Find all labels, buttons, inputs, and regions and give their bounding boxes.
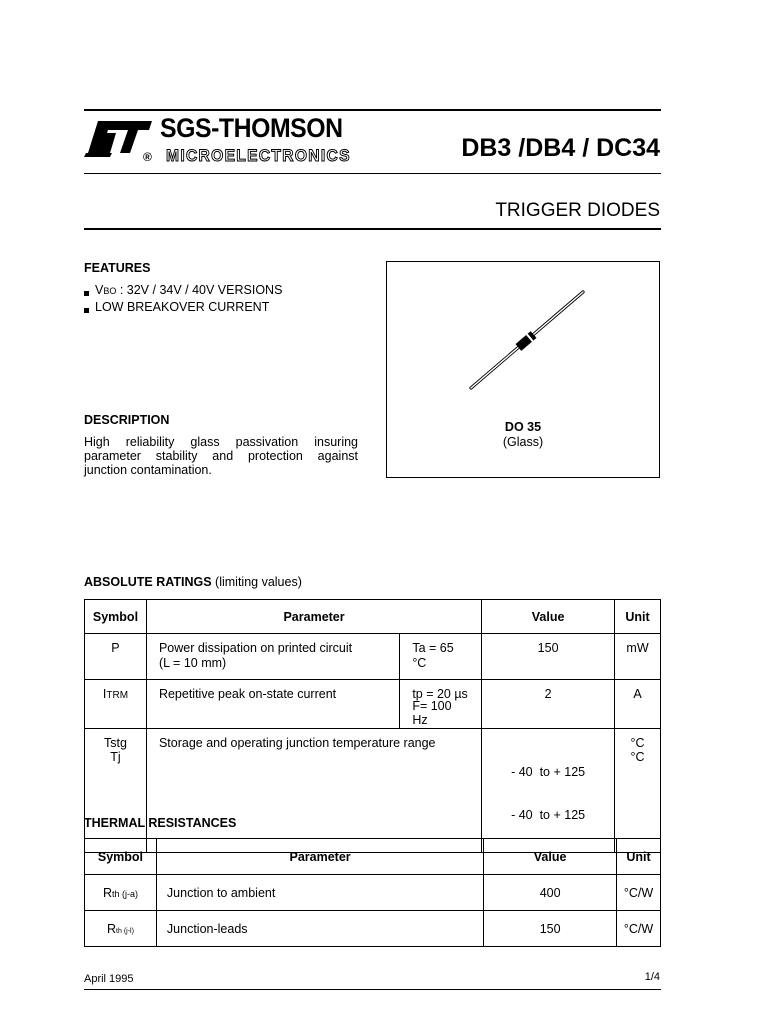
column-header-unit: Unit xyxy=(617,839,661,875)
column-header-unit: Unit xyxy=(615,600,661,634)
part-numbers: DB3 /DB4 / DC34 xyxy=(461,134,660,162)
feature-item: VBO : 32V / 34V / 40V VERSIONS xyxy=(84,283,282,297)
description-title: DESCRIPTION xyxy=(84,413,170,427)
page-number: 1/4 xyxy=(644,971,660,983)
brand-name: SGS-THOMSON xyxy=(160,113,343,143)
diode-package-icon xyxy=(387,262,659,412)
absolute-ratings-title: ABSOLUTE RATINGS (limiting values) xyxy=(84,575,302,589)
table-header-row xyxy=(85,600,661,634)
thermal-resistances-table xyxy=(84,838,661,947)
column-header-symbol: Symbol xyxy=(85,600,147,634)
document-subtitle: TRIGGER DIODES xyxy=(495,200,660,221)
table-row: P Power dissipation on printed circuit (L = 10 mm) Ta = 65 °C 150 mW xyxy=(85,634,661,680)
header-top-rule xyxy=(84,109,661,111)
column-header-symbol: Symbol xyxy=(85,839,157,875)
header-bottom-rule xyxy=(84,228,661,230)
column-header-parameter: Parameter xyxy=(156,839,483,875)
feature-item: LOW BREAKOVER CURRENT xyxy=(84,300,269,314)
absolute-ratings-table xyxy=(84,599,661,853)
table-row: Rth (j-l) Junction-leads 150 °C/W xyxy=(85,911,661,947)
table-header-row xyxy=(85,839,661,875)
registered-mark: ® xyxy=(143,150,152,164)
footer-rule xyxy=(84,989,661,990)
column-header-value: Value xyxy=(482,600,615,634)
package-name: DO 35 xyxy=(504,420,542,434)
brand-division: MICROELECTRONICS xyxy=(166,146,351,165)
footer-date: April 1995 xyxy=(84,973,134,985)
thermal-resistances-title: THERMAL RESISTANCES xyxy=(84,816,237,830)
column-header-parameter: Parameter xyxy=(146,600,481,634)
package-box xyxy=(386,261,660,478)
table-row: Rth (j-a) Junction to ambient 400 °C/W xyxy=(85,875,661,911)
package-material: (Glass) xyxy=(502,435,544,449)
table-row: ITRM Repetitive peak on-state current tp = 20 µs F= 100 Hz 2 A xyxy=(85,680,661,729)
column-header-value: Value xyxy=(484,839,617,875)
header-middle-rule xyxy=(84,173,661,174)
bullet-icon xyxy=(84,291,89,296)
description-text: High reliability glass passivation insuring parameter stability and protection against junction contamination. xyxy=(84,435,358,477)
table-row: Tstg Tj Storage and operating junction temperature range - 40 to + 125 - 40 to + 125 °C °C xyxy=(85,728,661,852)
features-title: FEATURES xyxy=(84,261,151,275)
bullet-icon xyxy=(84,308,89,313)
